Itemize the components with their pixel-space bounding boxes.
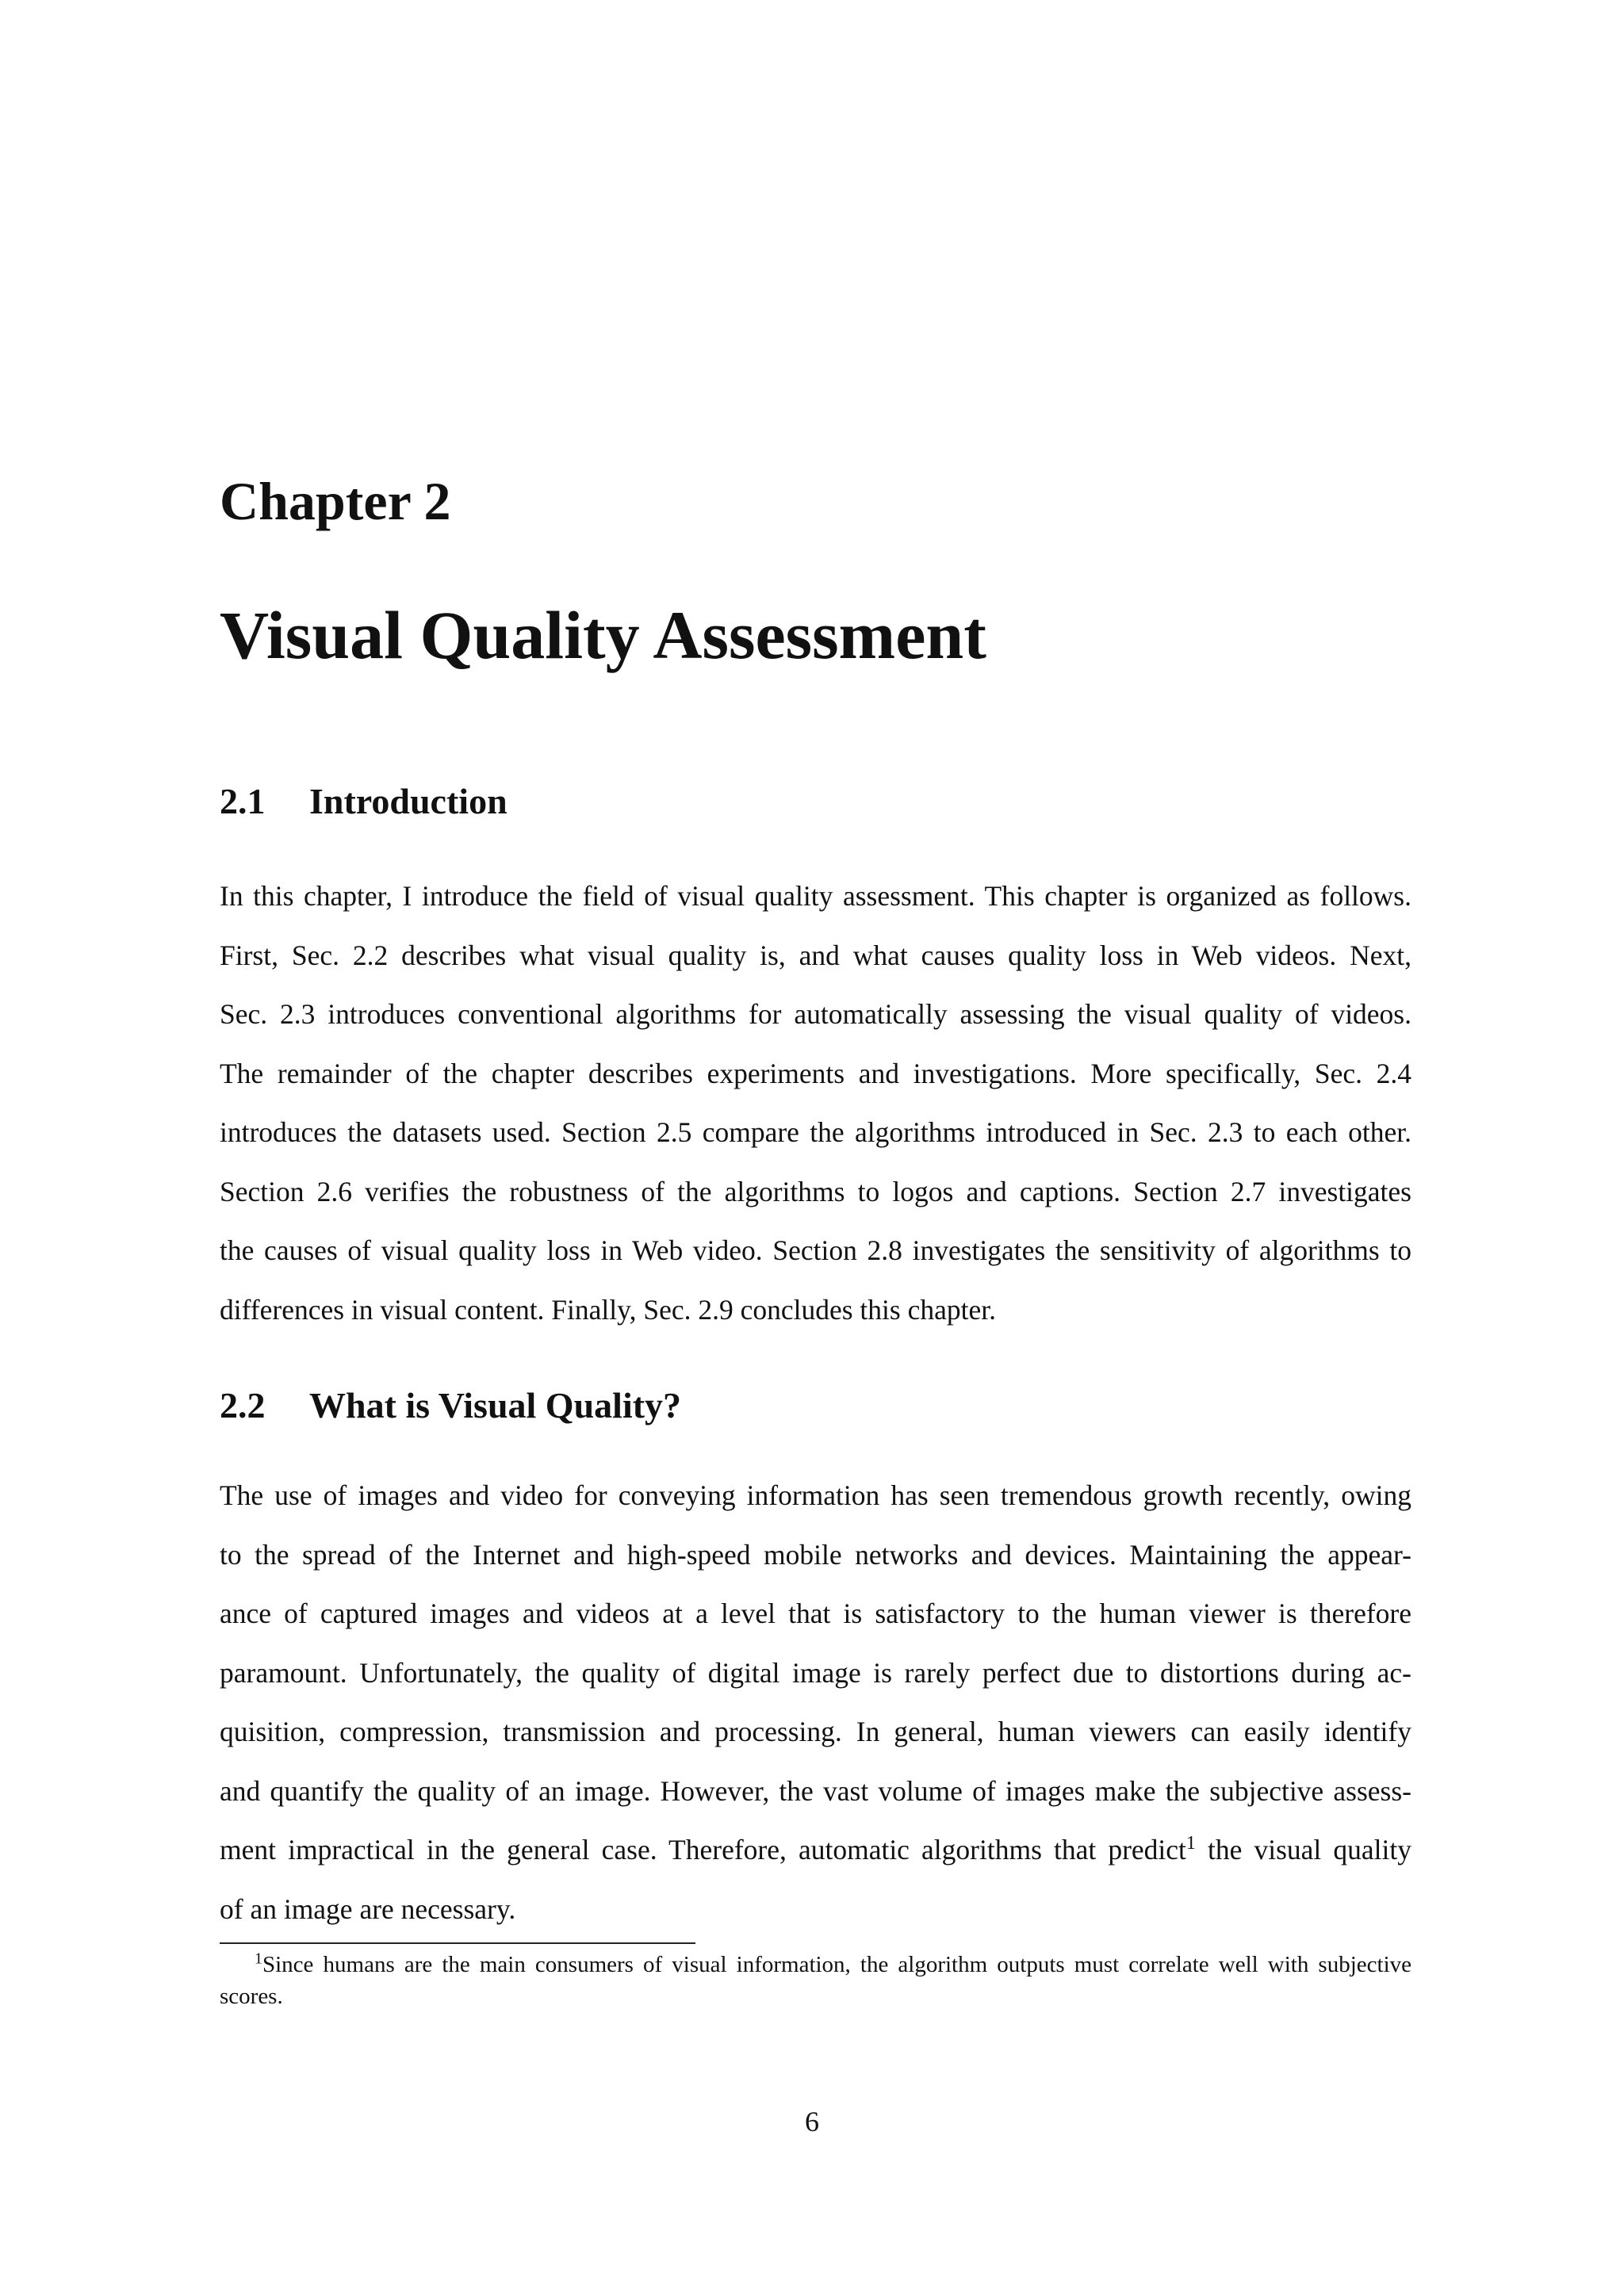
section-heading-introduction [220,783,508,820]
line-text: ment impractical in the general case. Therefore, automatic algorithms that predict [220,1834,1186,1866]
paragraph-line: In this chapter, I introduce the field of visual quality assessment. This chapter is organized as follows. [220,880,1411,912]
paragraph-line: introduces the datasets used. Section 2.5 compare the algorithms introduced in Sec. 2.3 to each other. [220,1116,1411,1148]
paragraph-line: ance of captured images and videos at a level that is satisfactory to the human viewer is therefore [220,1598,1411,1629]
footnote [220,1949,1411,2012]
paragraph-line: First, Sec. 2.2 describes what visual quality is, and what causes quality loss in Web videos. Next, [220,939,1411,971]
section-title: What is Visual Quality? [309,1385,682,1425]
section-title: Introduction [309,781,508,821]
page-number: 6 [805,2106,819,2137]
paragraph-line: paramount. Unfortunately, the quality of digital image is rarely perfect due to distortions during ac- [220,1656,1411,1689]
section-heading-what-is-visual-quality [220,1387,681,1424]
paragraph-line: to the spread of the Internet and high-speed mobile networks and devices. Maintaining the appear- [220,1538,1411,1571]
paragraph-line: The remainder of the chapter describes experiments and investigations. More specifically, Sec. 2.4 [220,1057,1411,1089]
paragraph-line: quisition, compression, transmission and processing. In general, human viewers can easily identify [220,1716,1411,1747]
paragraph-line: the causes of visual quality loss in Web video. Section 2.8 investigates the sensitivity of algorithms to [220,1234,1411,1266]
footnote-reference: 1 [1185,1833,1196,1854]
section-number: 2.1 [220,781,266,821]
paragraph-line: The use of images and video for conveying information has seen tremendous growth recently, owing [220,1479,1411,1511]
paragraph-line: Sec. 2.3 introduces conventional algorithms for automatically assessing the visual quality of videos. [220,998,1411,1030]
paragraph-introduction [220,867,1411,1339]
paragraph-line: of an image are necessary. [220,1892,516,1925]
paragraph-line: Section 2.6 verifies the robustness of the algorithms to logos and captions. Section 2.7 investigates [220,1175,1411,1207]
footnote-line [220,1949,1411,1980]
footnote-line: scores. [220,1984,283,2009]
line-text: the visual quality [1195,1834,1411,1866]
footnote-text: Since humans are the main consumers of visual information, the algorithm outputs must correlate well with subjective [262,1952,1411,1977]
paragraph-line: differences in visual content. Finally, Sec. 2.9 concludes this chapter. [220,1293,996,1326]
section-number: 2.2 [220,1385,266,1425]
paragraph-what-is-visual-quality [220,1466,1411,1938]
footnote-marker: 1 [255,1950,262,1968]
chapter-title: Visual Quality Assessment [220,597,986,673]
paragraph-line: and quantify the quality of an image. However, the vast volume of images make the subjective assess- [220,1774,1411,1807]
chapter-label: Chapter 2 [220,471,451,531]
paragraph-line-with-footnote-ref [220,1820,1411,1880]
footnote-separator [220,1942,695,1944]
